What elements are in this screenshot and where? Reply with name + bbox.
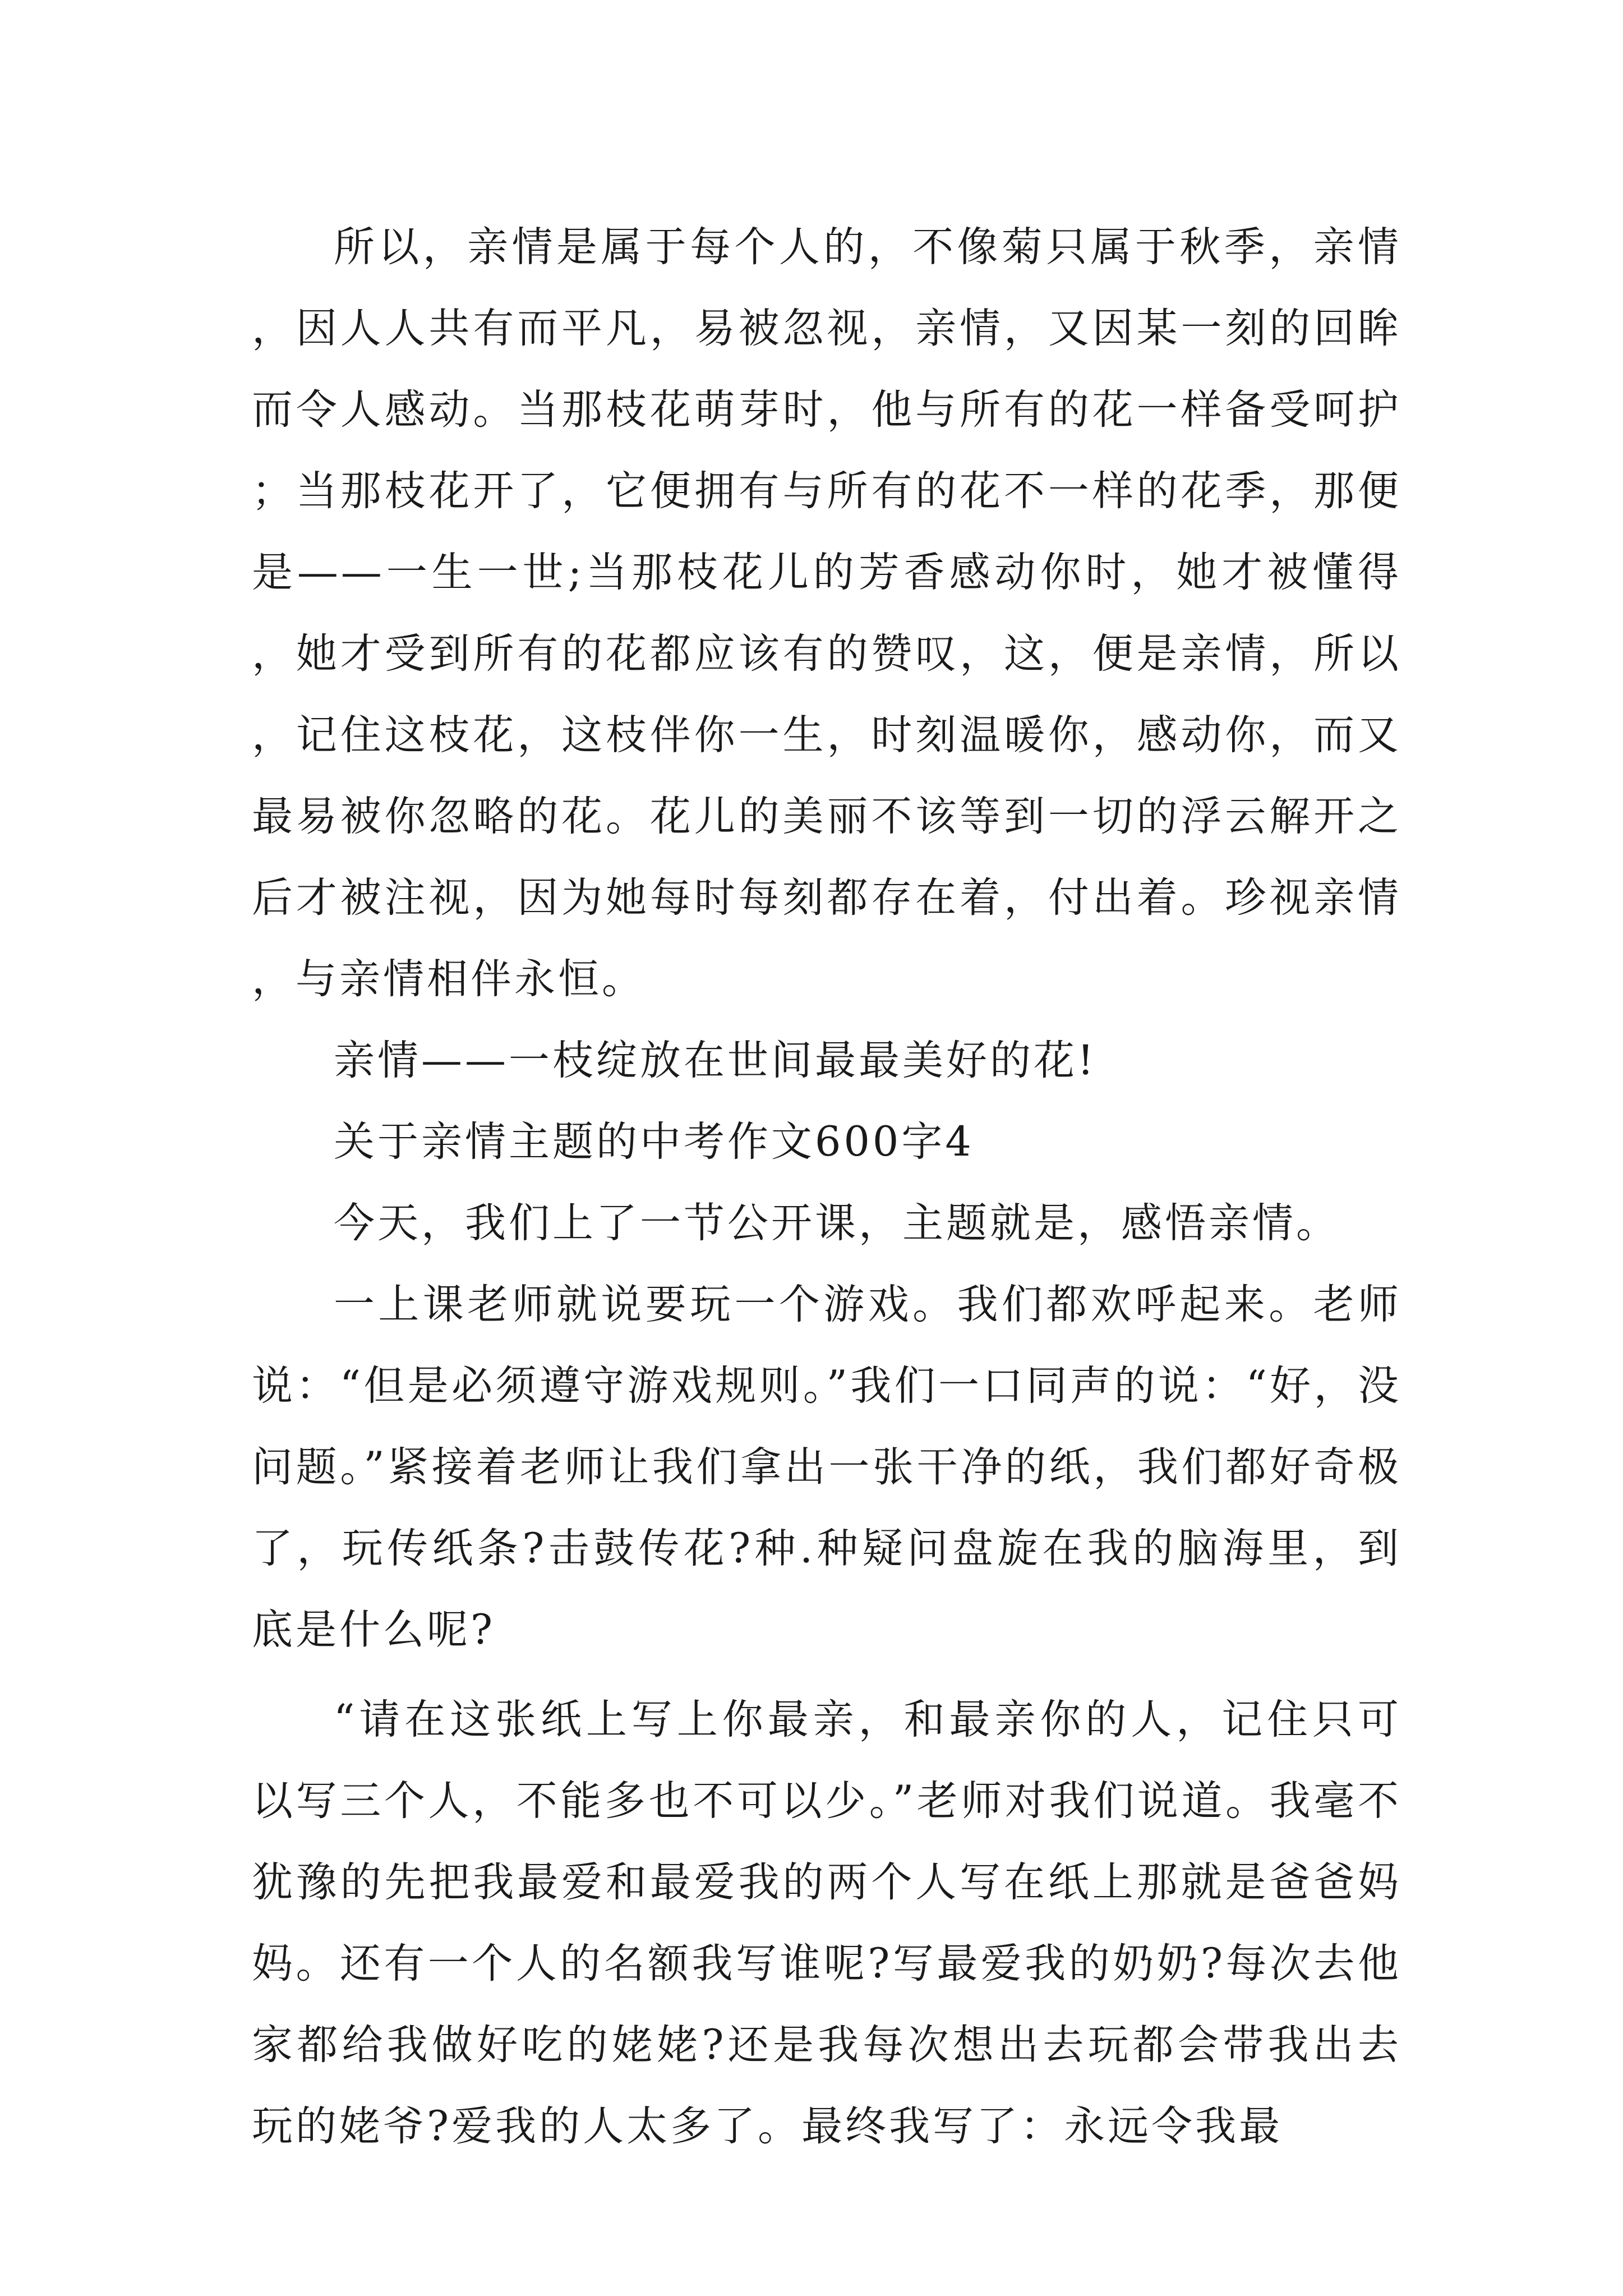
paragraph-affection-flower: 所以，亲情是属于每个人的，不像菊只属于秋季，亲情，因人人共有而平凡，易被忽视，亲情，又因某一刻的回眸而令人感动。当那枝花萌芽时，他与所有的花一样备受呵护；当那枝花开了，它便拥有与所有的花不一样的花季，那便是——一生一世;当那枝花儿的芳香感动你时，她才被懂得，她才受到所有的花都应该有的赞叹，这，便是亲情，所以，记住这枝花，这枝伴你一生，时刻温暖你，感动你，而又最易被你忽略的花。花儿的美丽不该等到一切的浮云解开之后才被注视，因为她每时每刻都存在着，付出着。珍视亲情，与亲情相伴永恒。 [252,223,1401,1003]
document-body [252,206,1401,2167]
paragraph-open-class: 今天，我们上了一节公开课，主题就是，感悟亲情。 [334,1199,1340,1247]
paragraph-flower-summary: 亲情——一枝绽放在世间最最美好的花! [334,1037,1097,1084]
paragraph-game-rules: 一上课老师就说要玩一个游戏。我们都欢呼起来。老师说：“但是必须遵守游戏规则。”我们一口同声的说：“好，没问题。”紧接着老师让我们拿出一张干净的纸，我们都好奇极了，玩传纸条?击鼓传花?种.种疑问盘旋在我的脑海里，到底是什么呢? [252,1281,1401,1654]
paragraph-write-names: “请在这张纸上写上你最亲，和最亲你的人，记住只可以写三个人，不能多也不可以少。”老师对我们说道。我毫不犹豫的先把我最爱和最爱我的两个人写在纸上那就是爸爸妈妈。还有一个人的名额我写谁呢?写最爱我的奶奶?每次去他家都给我做好吃的姥姥?还是我每次想出去玩都会带我出去玩的姥爷?爱我的人太多了。最终我写了：永远令我最 [252,1696,1401,2150]
essay-heading: 关于亲情主题的中考作文600字4 [334,1118,974,1166]
